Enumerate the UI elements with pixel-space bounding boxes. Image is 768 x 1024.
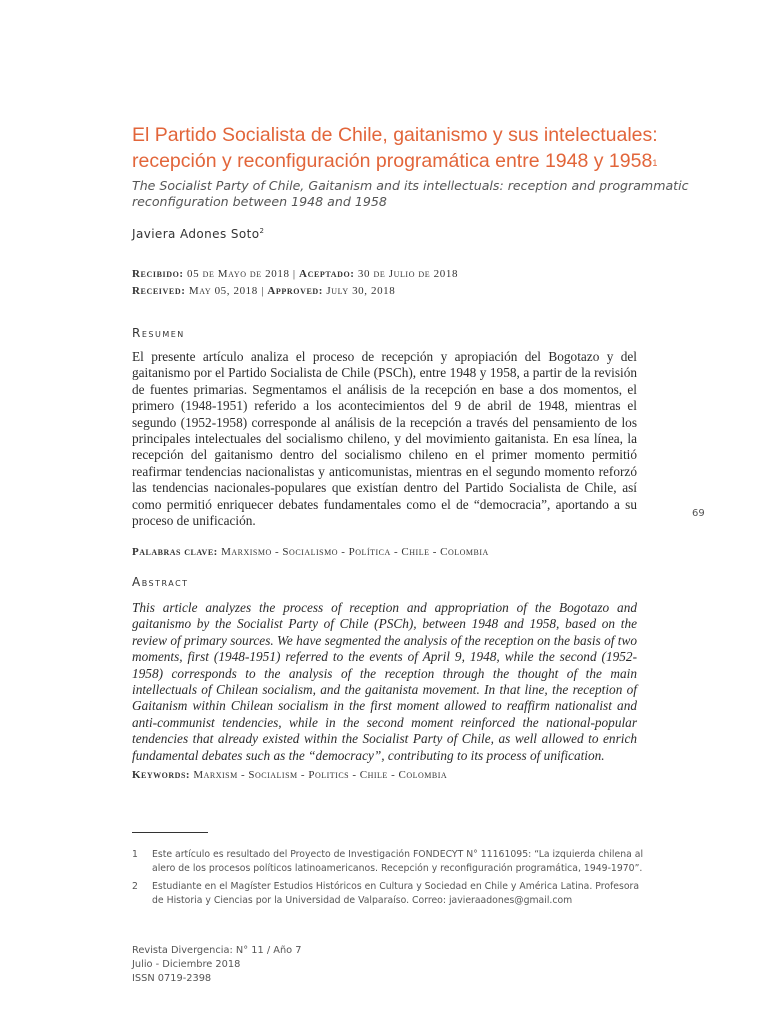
footnote-2	[132, 880, 652, 908]
keywords-list: Marxism - Socialism - Politics - Chile - Colombia	[190, 769, 448, 781]
page-number: 69	[692, 508, 705, 519]
journal-issue: Revista Divergencia: N° 11 / Año 7	[132, 945, 302, 956]
keywords-label: Keywords:	[132, 769, 191, 781]
title-footnote-marker[interactable]: 1	[652, 158, 658, 168]
accepted-label: Aceptado:	[299, 268, 355, 280]
author-name	[132, 227, 264, 241]
author-footnote-marker[interactable]: 2	[259, 227, 265, 235]
dates-english	[132, 285, 652, 297]
footnote-text: Este artículo es resultado del Proyecto de Investigación FONDECYT N° 11161095: “La izquierda chilena al alero de los procesos políticos latinoamericanos. Recepción y reconfiguración programática, 1949-1970”.	[152, 849, 644, 874]
article-subtitle: The Socialist Party of Chile, Gaitanism and its intellectuals: reception and programmatic reconfiguration between 1948 and 1958	[132, 178, 689, 209]
keywords	[132, 769, 447, 781]
footnote-text: Estudiante en el Magíster Estudios Históricos en Cultura y Sociedad en Chile y América Latina. Profesora de Historia y Ciencias por la Universidad de Valparaíso. Correo: javieraadones@gmail.com	[152, 881, 640, 906]
received-label: Recibido:	[132, 268, 184, 280]
received-label-en: Received:	[132, 285, 186, 297]
palabras-clave-label: Palabras clave:	[132, 546, 218, 558]
footnote-number: 2	[132, 881, 138, 892]
accepted-date: 30 de Julio de 2018	[354, 268, 459, 280]
resumen-text: El presente artículo analiza el proceso de recepción y apropiación del Bogotazo y del gaitanismo por el Partido Socialista de Chile (PSCh), entre 1948 y 1958, a partir de la revisión de fuentes primarias. Segmentamos el análisis de la recepción en base a dos momentos, el primero (1948-1951) referido a los acontecimientos del 9 de abril de 1948, mientras el segundo (1952-1958) corresponde al análisis de la recepción a través del pensamiento de los principales intelectuales del socialismo chileno, y del movimiento gaitanista. En esa línea, la recepción del gaitanismo dentro del socialismo chileno en el primer momento permitió reafirmar tendencias nacionalistas y anticomunistas, mientras en el segundo momento reforzó las tendencias nacionales-populares que existían dentro del Partido Socialista de Chile, así como permitió enriquecer debates fundamentales como el de “democracia”, aportando a su proceso de unificación.	[132, 349, 637, 529]
abstract-heading: Abstract	[132, 575, 189, 589]
article-title	[132, 122, 692, 174]
received-date: 05 de Mayo de 2018 |	[183, 268, 300, 280]
approved-date-en: July 30, 2018	[323, 285, 396, 297]
received-date-en: May 05, 2018 |	[185, 285, 268, 297]
journal-period: Julio - Diciembre 2018	[132, 959, 241, 970]
approved-label-en: Approved:	[267, 285, 324, 297]
author-name-text: Javiera Adones Soto	[132, 227, 260, 241]
palabras-clave-list: Marxismo - Socialismo - Política - Chile - Colombia	[217, 546, 489, 558]
journal-info	[132, 944, 302, 986]
article-title-text: El Partido Socialista de Chile, gaitanismo y sus intelectuales: recepción y reconfiguración programática entre 1948 y 1958	[132, 124, 658, 172]
abstract-text: This article analyzes the process of reception and appropriation of the Bogotazo and gaitanismo by the Socialist Party of Chile (PSCh), between 1948 and 1958, based on the review of primary sources. We have segmented the analysis of the reception on the basis of two moments, first (1948-1951) referred to the events of April 9, 1948, while the second (1952-1958) corresponds to the analysis of the reception through the thought of the main intellectuals of Chilean socialism, and the gaitanista movement. In that line, the reception of Gaitanism within Chilean socialism in the first moment allowed to reaffirm nationalist and anti-communist tendencies, while in the second moment reinforced the national-popular tendencies that already existed within the Socialist Party of Chile, as well allowed to enrich fundamental debates such as the “democracy”, contributing to its process of unification.	[132, 600, 637, 763]
resumen-heading: Resumen	[132, 326, 185, 340]
dates-spanish	[132, 268, 652, 280]
journal-issn: ISSN 0719-2398	[132, 973, 212, 984]
footnote-divider	[132, 832, 208, 833]
footnote-1	[132, 848, 652, 876]
footnote-number: 1	[132, 849, 138, 860]
palabras-clave	[132, 546, 489, 558]
